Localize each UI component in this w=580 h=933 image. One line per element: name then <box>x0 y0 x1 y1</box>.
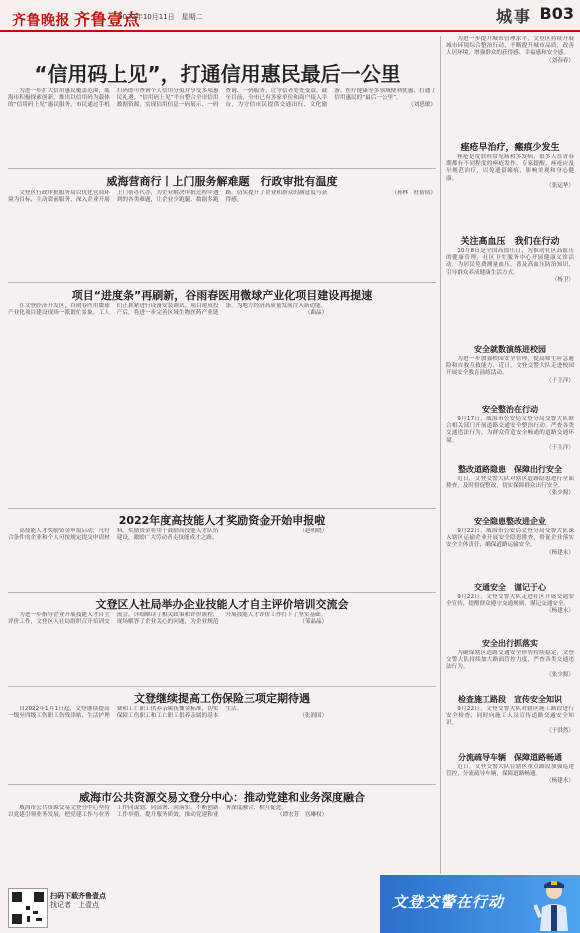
story-text-training: 为进一步指导企业开展技能人才自主评价工作，文登区人社局组织召开培训交流会，详细解读了相关政策和评价流程，现场解答了企业关心的问题，为企业规范开展技能人才评价工作打下了坚实基础。 <box>8 612 327 626</box>
right-story-safe-travel-byline: （张少源） <box>546 671 574 678</box>
traffic-police-banner <box>380 875 580 933</box>
right-story-road-hazard-byline: （张少源） <box>546 490 574 497</box>
main-story-body <box>8 88 436 164</box>
right-headline-traffic-safety: 交通安全 谨记于心 <box>474 583 546 592</box>
story-byline-talent-award: （赵明晓） <box>299 528 328 534</box>
story-body-talent-award <box>8 528 436 588</box>
story-headline-injury-insurance: 文登继续提高工伤保险三项定期待遇 <box>134 692 310 705</box>
police-officer-icon <box>534 877 574 931</box>
qr-caption-line1: 扫码下载齐鲁壹点 <box>50 892 106 900</box>
story-text-talent-award: 高技能人才奖励资金申报启动，凡符合条件的企业和个人可按规定提交申请材料。奖励资金将用于鼓励高技能人才队伍建设，激励广大劳动者走技能成才之路。 <box>8 528 219 542</box>
story-text-project: 在文登经济开发区，谷雨春医用微球产业化项目建设现场一派繁忙景象，工人们正抓紧进行设备安装调试。项目建成投产后，将进一步完善区域生物医药产业链条，为地方经济高质量发展注入新动能。 <box>8 303 327 317</box>
divider <box>8 508 436 509</box>
divider <box>8 686 436 687</box>
story-byline-service: （孙林 杜倩倩） <box>391 190 436 196</box>
right-headline-safety-action: 安全整治在行动 <box>482 405 538 414</box>
right-story-traffic-diversion-text: 近日，文登交警大队在辖区重点路段加强巡逻管控，分流疏导车辆，保障道路畅通。 <box>446 764 574 778</box>
right-headline-safe-travel: 安全出行抓落实 <box>482 639 538 648</box>
right-story-safe-travel <box>446 650 574 690</box>
brand-text: 齐鲁壹点 <box>74 10 141 29</box>
right-story-traffic-safety-byline: （杨建永） <box>546 608 574 615</box>
right-story-traffic-diversion <box>446 764 574 808</box>
right-intro-byline: （刘春春） <box>546 57 574 64</box>
right-story-enterprise-check-text: 9月22日，威海市公安局文登分局交警大队深入辖区运输企业开展安全隐患排查，督促企业落实安全主体责任，确保道路运输安全。 <box>446 528 574 549</box>
section-name: 城事 <box>495 7 532 26</box>
story-headline-resource-center: 威海市公共资源交易文登分中心：推动党建和业务深度融合 <box>79 791 365 804</box>
right-story-construction-text: 9月22日，文登交警大队对辖区施工路段进行安全检查，同时向施工人员宣传道路交通安全知识。 <box>446 706 574 727</box>
right-headline-traffic-diversion: 分流疏导车辆 保障道路畅通 <box>458 753 562 762</box>
story-headline-talent-award: 2022年度高技能人才奖励资金开始申报啦 <box>118 514 326 527</box>
right-headline-road-hazard: 整改道路隐患 保障出行安全 <box>458 465 562 474</box>
right-story-safety-action-byline: （于主洋） <box>546 444 574 451</box>
right-story-acne-text: 痤疮是皮肤科常见病和多发病，很多人在青春期都有不同程度的痤疮发作。专家提醒，痤疮应及早规范治疗，以免遗留瘢痕，影响美观和身心健康。 <box>446 154 574 182</box>
banner-title: 文登交警在行动 <box>392 893 505 911</box>
story-headline-service: 威海营商行丨上门服务解难题 行政审批有温度 <box>106 175 338 188</box>
right-intro-text: 为进一步提升城市管理水平，文登区持续开展城市环境综合整治行动，不断提升城市品质，改善人居环境，增强群众的获得感、幸福感和安全感。 <box>446 36 574 57</box>
qr-code[interactable] <box>8 888 48 928</box>
story-byline-training: （邹晶晶） <box>299 619 328 626</box>
story-body-service <box>8 190 436 278</box>
right-story-campus-drill-byline: （于主洋） <box>546 377 574 384</box>
right-story-road-hazard-text: 近日，文登交警大队对辖区道路隐患进行全面排查，及时督促整改，切实保障群众出行安全。 <box>446 476 574 490</box>
main-story-text: 为进一步扩大信用惠民覆盖范围，威海市积极探索创新，推出以信用码为载体的“信用码上见”惠民服务，市民通过手机扫码即可查询个人信用分值并享受多项惠民礼遇。“信用码上见”平台整合全市信用数据资源，实现信用信息一码展示、一码查询、一码服务，让守信者处处受益。截至目前，全市已有多家单位和商户接入平台，为守信市民提供交通出行、文化旅游、医疗健康等多领域便利优惠，打通了信用惠民的“最后一公里”。 <box>8 88 436 109</box>
right-story-acne <box>446 154 574 230</box>
story-body-project <box>8 303 436 503</box>
right-story-campus-drill <box>446 356 574 400</box>
story-body-injury-insurance <box>8 706 436 780</box>
right-headline-campus-drill: 安全就数演练进校园 <box>474 345 546 354</box>
story-headline-training: 文登区人社局举办企业技能人才自主评价培训交流会 <box>95 598 349 611</box>
column-divider <box>440 36 441 874</box>
story-byline-project: （曲晶） <box>304 310 328 317</box>
qr-caption <box>50 892 106 910</box>
main-headline: “信用码上见”，打通信用惠民最后一公里 <box>34 62 401 86</box>
logo-text: 齐鲁晚报 <box>12 13 70 29</box>
page-code: B03 <box>539 4 574 23</box>
divider <box>8 784 436 785</box>
right-headline-construction: 检查施工路段 宣传安全知识 <box>458 695 562 704</box>
right-headline-enterprise-check: 安全隐患整改进企业 <box>474 517 546 526</box>
divider <box>8 592 436 593</box>
right-story-safety-action-text: 9月17日，威海市公安局文登分局交警大队联合相关部门开展道路交通安全整治行动，严查各类交通违法行为，为群众营造安全畅通的道路交通环境。 <box>446 416 574 444</box>
story-text-resource-center: 威海市公共资源交易文登分中心坚持以党建引领业务发展，把党建工作与业务工作同谋划、同部署、同落实，不断创新工作举措，提升服务质效，推动党建和业务深度融合、相互促进。 <box>8 805 288 819</box>
right-story-blood-pressure <box>446 248 574 340</box>
right-story-blood-pressure-text: 10月8日是全国高血压日，为推动社区高血压的健康管理，社区卫生服务中心开展健康义诊活动，为居民免费测量血压，普及高血压防治知识，引导群众养成健康生活方式。 <box>446 248 574 276</box>
story-byline-injury-insurance: （张润国） <box>299 713 328 720</box>
right-story-acne-byline: （张运华） <box>546 182 574 189</box>
right-story-safety-action <box>446 416 574 460</box>
story-body-training <box>8 612 436 682</box>
right-story-blood-pressure-byline: （杨卫） <box>551 276 574 283</box>
main-story-byline: （刘思敏） <box>408 102 436 109</box>
masthead <box>0 0 580 32</box>
right-story-traffic-diversion-byline: （杨建永） <box>546 778 574 785</box>
right-story-traffic-safety-text: 9月22日，文登交警大队走进社区开展交通安全宣传，提醒群众遵守交通规则，谨记交通安全。 <box>446 594 574 608</box>
story-text-injury-insurance: 自2022年1月1日起，文登继续提高一级至四级工伤职工伤残津贴、生活护理费和工亡职工供养亲属抚恤金标准，切实保障工伤职工和工亡职工供养亲属的基本生活。 <box>8 706 243 720</box>
right-story-enterprise-check <box>446 528 574 578</box>
right-story-campus-drill-text: 为进一步加强校园安全管理，提高师生应急避险和自救互救能力，近日，文登交警大队走进校园开展安全教育演练活动。 <box>446 356 574 377</box>
right-story-construction-byline: （于洪然） <box>546 727 574 734</box>
right-story-road-hazard <box>446 476 574 512</box>
qr-caption-line2: 找记者 上壹点 <box>50 901 99 909</box>
right-headline-blood-pressure: 关注高血压 我们在行动 <box>460 237 560 247</box>
story-body-resource-center <box>8 805 436 883</box>
right-story-enterprise-check-byline: （杨建永） <box>546 549 574 556</box>
right-story-traffic-safety <box>446 594 574 634</box>
right-story-safe-travel-text: 为确保辖区道路交通安全形势持续稳定，文登交警大队持续加大路面管控力度，严查各类交通违法行为。 <box>446 650 574 671</box>
story-headline-project: 项目“进度条”再刷新，谷雨春医用微球产业化项目建设再提速 <box>71 289 373 302</box>
right-headline-acne: 痤疮早治疗，瘢痕少发生 <box>460 143 560 153</box>
divider <box>8 168 436 169</box>
divider <box>8 282 436 283</box>
right-story-construction <box>446 706 574 748</box>
issue-date: 2022年10月11日 星期二 <box>118 13 203 21</box>
story-text-service: 文登区行政审批服务局以优化营商环境为目标，主动靠前服务，深入企业开展上门帮办代办，为企业解决审批过程中遇到的各类难题，让企业少跑腿、数据多跑路，切实提升了企业和群众的满意度与获得感。 <box>8 190 328 204</box>
story-byline-resource-center: （谭宏芳 宫琳权） <box>276 812 328 819</box>
